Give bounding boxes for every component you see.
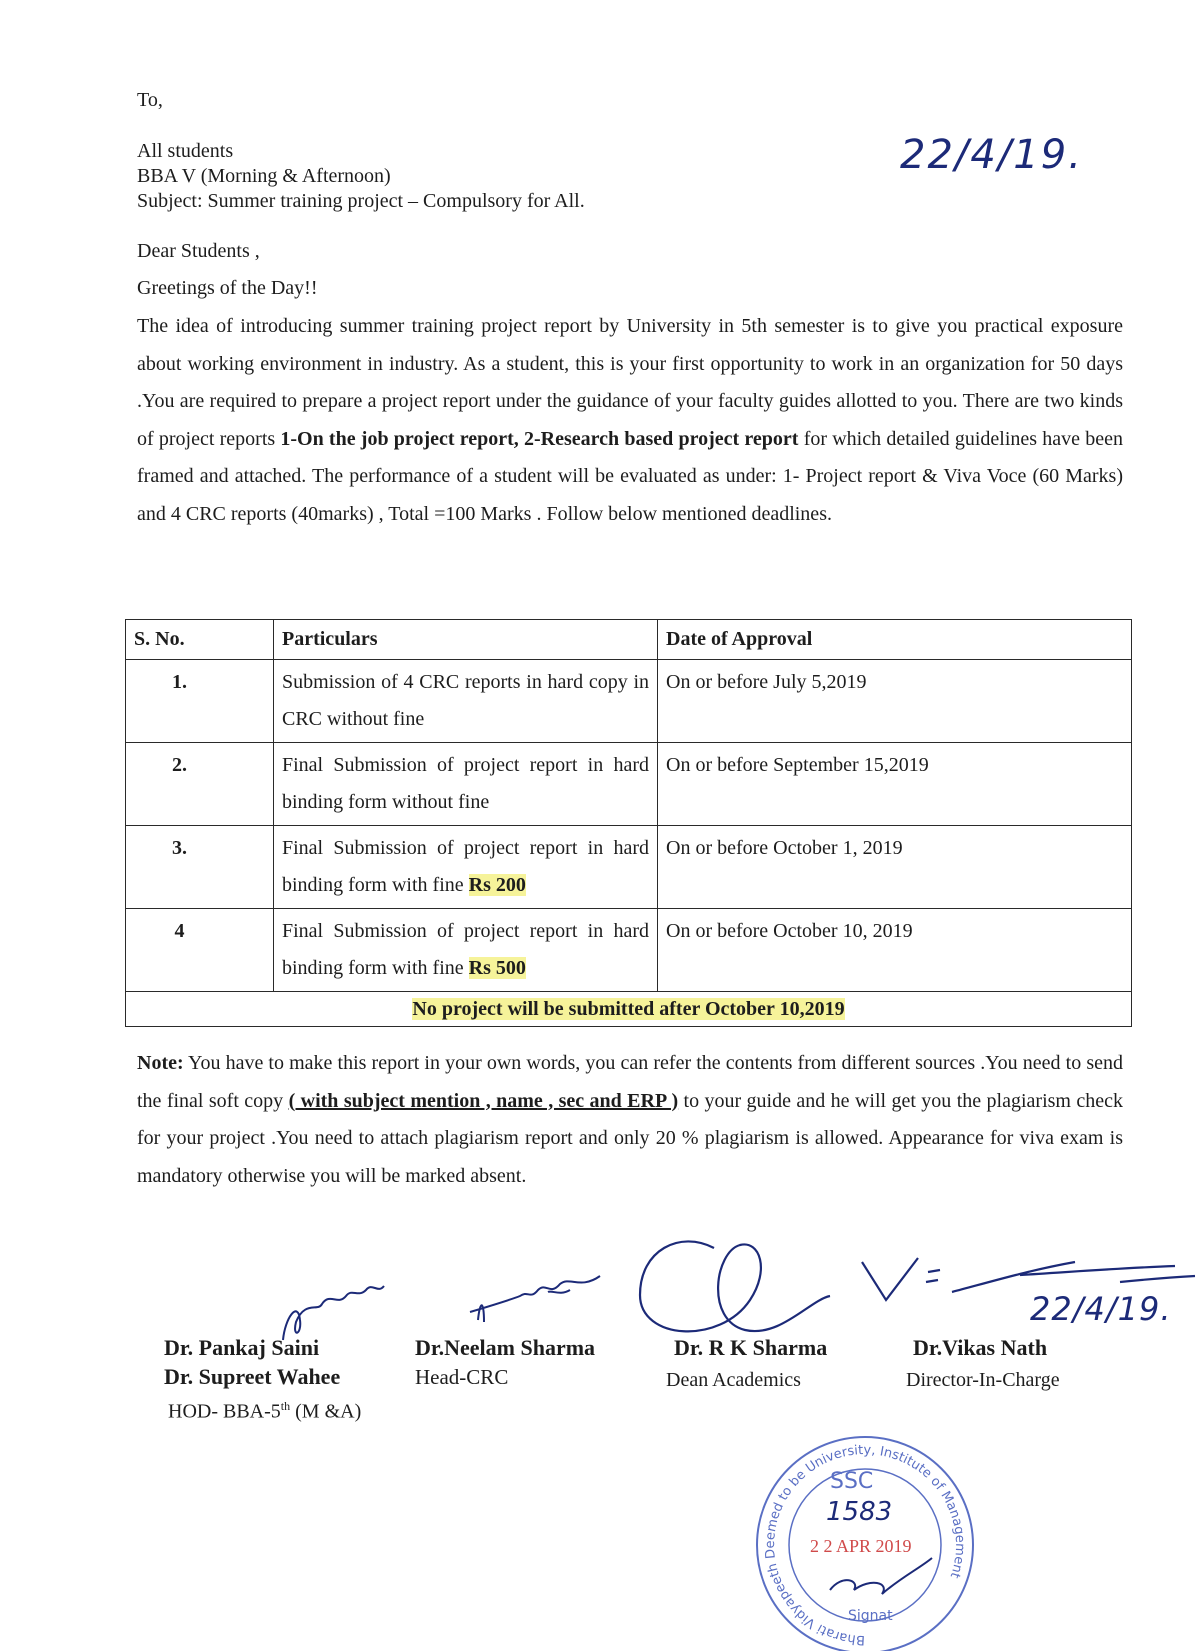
note-text-c: to your guide and he will get you the plagiarism check for your project .You need to attach plagiarism report and only 20 % plagiarism is allowed. Appearance for viva exam is mandatory otherwise you will be marked absent. — [137, 1089, 1123, 1187]
stamp-date: 2 2 APR 2019 — [810, 1536, 912, 1556]
stamp-number: 1583 — [826, 1497, 893, 1527]
signature-rk-sharma — [640, 1241, 830, 1331]
note-emphasis: ( with subject mention , name , sec and ERP ) — [288, 1089, 679, 1112]
subject-line: Subject: Summer training project – Compulsory for All. — [137, 190, 585, 212]
particular-text: Final Submission of project report in hard binding form with fine — [282, 837, 649, 896]
signatory-1-name-1: Dr. Pankaj Saini — [164, 1335, 320, 1360]
signatory-4-name: Dr.Vikas Nath — [913, 1335, 1048, 1360]
fine-amount: Rs 200 — [468, 874, 526, 896]
col-header-particulars: Particulars — [274, 620, 658, 660]
col-header-date: Date of Approval — [658, 620, 1132, 660]
institute-stamp — [750, 1430, 980, 1651]
fine-amount: Rs 500 — [468, 957, 526, 979]
role-sup: th — [280, 1399, 291, 1413]
row-date: On or before July 5,2019 — [658, 660, 1132, 743]
para-text-a: The idea of introducing summer training project report by University in 5th semester is to give you practical exposure about working environment in industry. As a student, this is your first opportunity to work in an organization for 50 days .You are required to prepare a project report under the guidance of your faculty guides allotted to you. There are two kinds of project reports — [137, 315, 1123, 450]
role-text: HOD- BBA-5 — [168, 1400, 281, 1423]
director-handwritten-date: 22/4/19. — [1030, 1290, 1172, 1328]
signatory-2-role: Head-CRC — [415, 1365, 509, 1389]
col-header-sno: S. No. — [126, 620, 274, 660]
signatory-1-name-2: Dr. Supreet Wahee — [164, 1364, 341, 1389]
particular-text: Submission of 4 CRC reports in hard copy in CRC without fine — [282, 671, 649, 730]
role-text-b: (M &A) — [290, 1400, 362, 1423]
stamp-ring-text: Bharati Vidyapeeth Deemed to be University, Institute of Management — [763, 1442, 968, 1648]
stamp-initials — [830, 1558, 932, 1594]
to-line: To, — [137, 89, 163, 111]
salutation: Dear Students , — [137, 240, 260, 262]
para-text-c: for which detailed guidelines have been framed and attached. The performance of a student will be evaluated as under: 1- Project report & Viva Voce (60 Marks) and 4 CRC reports (40marks) , Total =100 Marks . Follow below mentioned deadlines. — [137, 427, 1123, 525]
particular-text: Final Submission of project report in hard binding form without fine — [282, 754, 649, 813]
class-line: BBA V (Morning & Afternoon) — [137, 165, 391, 187]
greeting: Greetings of the Day!! — [137, 277, 318, 299]
note-label: Note: — [137, 1052, 184, 1074]
row-sno: 2. — [126, 743, 274, 826]
row-sno: 4 — [126, 909, 274, 992]
signature-pankaj-saini — [283, 1286, 384, 1340]
row-date: On or before October 1, 2019 — [658, 826, 1132, 909]
signatory-2-name: Dr.Neelam Sharma — [415, 1335, 596, 1360]
recipients: All students — [137, 140, 234, 162]
stamp-label: Signat — [848, 1608, 893, 1624]
signature-neelam-sharma — [470, 1276, 600, 1322]
handwritten-date: 22/4/19. — [900, 132, 1083, 178]
row-date: On or before October 10, 2019 — [658, 909, 1132, 992]
row-date: On or before September 15,2019 — [658, 743, 1132, 826]
report-types: 1-On the job project report, 2-Research based project report — [280, 427, 799, 450]
signatory-3-name: Dr. R K Sharma — [674, 1335, 828, 1360]
final-deadline-note: No project will be submitted after October 10,2019 — [412, 998, 845, 1020]
row-sno: 1. — [126, 660, 274, 743]
signatory-3-role: Dean Academics — [666, 1369, 801, 1391]
note-text-a: You have to make this report in your own words, you can refer the contents from different sources .You need to send the final soft copy — [137, 1052, 1123, 1112]
particular-text: Final Submission of project report in hard binding form with fine — [282, 920, 649, 979]
row-sno: 3. — [126, 826, 274, 909]
signatory-4-role: Director-In-Charge — [906, 1369, 1060, 1391]
stamp-code: SSC — [830, 1469, 874, 1494]
signature-vikas-nath — [862, 1258, 1195, 1300]
